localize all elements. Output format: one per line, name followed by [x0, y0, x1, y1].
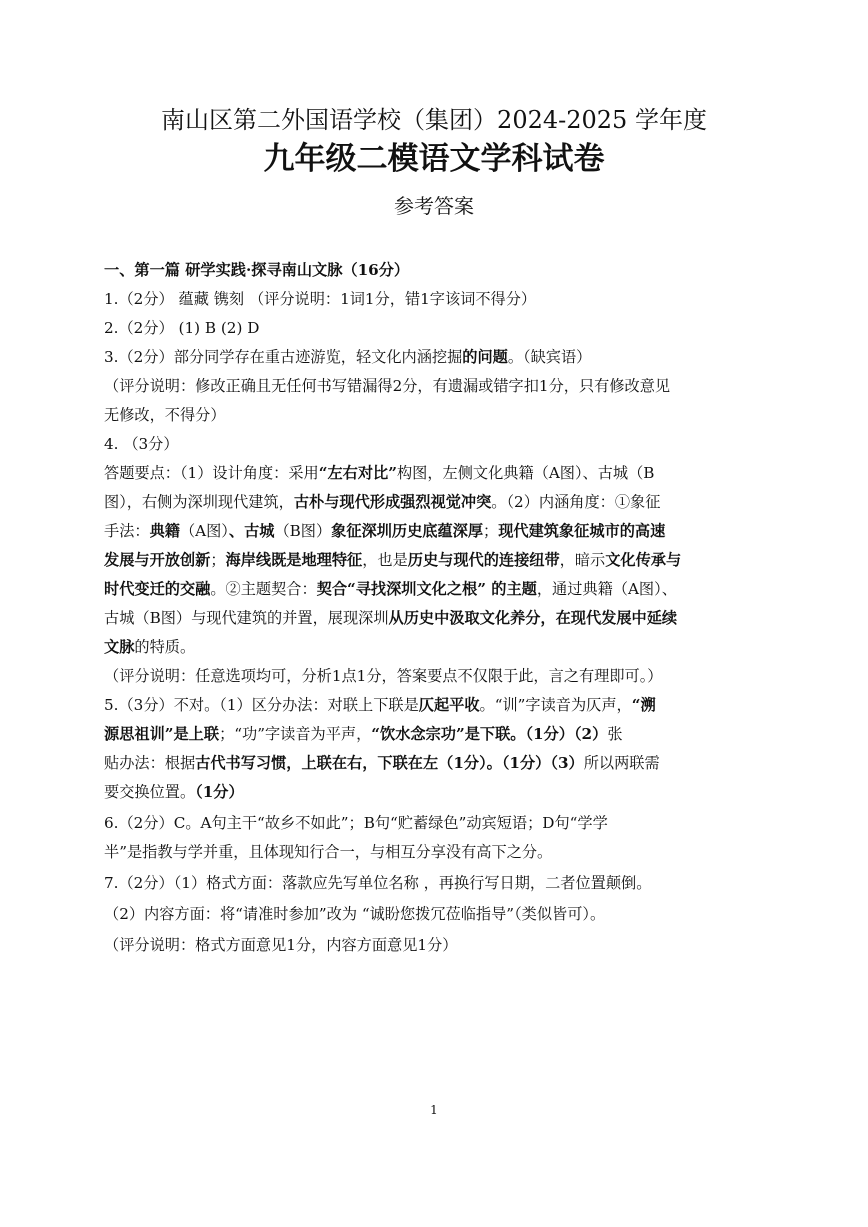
bold-run: （1分）: [195, 783, 244, 801]
answer-q4-line4: [104, 517, 776, 546]
answer-q3-note-cont: 无修改，不得分）: [104, 406, 226, 424]
text-run: ；: [483, 522, 499, 540]
bold-run: 发展与开放创新: [104, 551, 211, 569]
bold-run: 典籍: [149, 522, 180, 540]
text-run: 的特质。: [134, 638, 196, 656]
bold-run: 海岸线既是地理特征: [225, 551, 363, 569]
answer-q5-line1: [104, 691, 776, 720]
text-run: 张: [607, 725, 623, 743]
text-run: 答题要点：（1）设计角度：采用: [104, 464, 319, 482]
text-run: 古城（B图）与现代建筑的并置，展现深圳: [104, 609, 389, 627]
text-run: 手法：: [104, 522, 150, 540]
text-run: ；“功”字读音为平声，: [219, 725, 372, 743]
text-run: 构图，左侧文化典籍（A图）、古城（B: [396, 464, 655, 482]
bold-run: 、古城: [228, 522, 275, 540]
exam-title: 九年级二模语文学科试卷: [263, 141, 605, 177]
text-run: ，也是: [362, 551, 408, 569]
bold-run: 仄起平收: [418, 696, 480, 714]
text-run: 贴办法：根据: [104, 754, 196, 772]
text-run: 要交换位置。: [104, 783, 196, 801]
answer-q5-line4: [104, 778, 776, 807]
text-run: ；: [210, 551, 226, 569]
answer-q4-line7: [104, 604, 776, 633]
bold-run: 文化传承与: [605, 551, 682, 569]
bold-run: 象征深圳历史底蕴深厚: [331, 522, 484, 540]
bold-run: 从历史中汲取文化养分，在现代发展中延续: [388, 609, 678, 627]
answer-q4-line6: [104, 575, 776, 604]
text-run: 5.（3分）不对。（1）区分办法：对联上下联是: [104, 696, 419, 714]
answer-q4-line5: [104, 546, 776, 575]
answer-q7-note: （评分说明：格式方面意见1分，内容方面意见1分）: [104, 936, 458, 954]
answer-q7-line1: 7.（2分）（1）格式方面：落款应先写单位名称 ，再换行写日期，二者位置颠倒。: [104, 874, 652, 892]
text-run: （A图）: [179, 522, 229, 540]
answer-q6-line2: 半”是指教与学并重，且体现知行合一，与相互分享没有高下之分。: [104, 843, 553, 861]
answer-body: [104, 256, 776, 960]
answer-q4-note: （评分说明：任意选项均可，分析1点1分，答案要点不仅限于此，言之有理即可。）: [104, 667, 663, 685]
answer-subtitle: 参考答案: [394, 194, 474, 218]
bold-run: 古代书写习惯，上联在右，下联在左（1分）。（1分）（3）: [195, 754, 584, 772]
school-year-title: 南山区第二外国语学校（集团）2024-2025 学年度: [161, 106, 707, 134]
text-run: 。②主题契合：: [210, 580, 317, 598]
text-run: 。（缺宾语）: [507, 348, 592, 366]
bold-run: 文脉: [104, 638, 135, 656]
answer-q4-line8: [104, 633, 776, 662]
answer-q4-head: 4. （3分）: [104, 435, 179, 453]
text-run: 3.（2分）部分同学存在重古迹游览，轻文化内涵挖掘: [104, 348, 463, 366]
answer-q3-note: （评分说明：修改正确且无任何书写错漏得2分，有遗漏或错字扣1分，只有修改意见: [104, 377, 671, 395]
section-heading: 一、第一篇 研学实践·探寻南山文脉（16分）: [104, 261, 410, 279]
bold-run: 现代建筑象征城市的高速: [498, 522, 666, 540]
answer-q2: 2.（2分） (1) B (2) D: [104, 319, 260, 337]
bold-run: 时代变迁的交融: [104, 580, 211, 598]
answer-q1: 1.（2分） 蕴藏 镌刻 （评分说明：1词1分，错1字该词不得分）: [104, 290, 537, 308]
bold-run: 古朴与现代形成强烈视觉冲突: [293, 493, 492, 511]
text-run: 图），右侧为深圳现代建筑，: [104, 493, 294, 511]
text-run: 所以两联需: [583, 754, 660, 772]
page-number: 1: [430, 1103, 438, 1117]
bold-run: 历史与现代的连接纽带: [407, 551, 560, 569]
answer-q4-line3: [104, 488, 776, 517]
answer-q5-line2: [104, 720, 776, 749]
bold-run: “溯: [631, 696, 656, 714]
answer-q6-line1: 6.（2分）C。A句主干“故乡不如此”；B句“贮蓄绿色”动宾短语；D句“学学: [104, 814, 608, 832]
text-run: （B图）: [274, 522, 332, 540]
answer-q4-line2: [104, 459, 776, 488]
bold-run: “饮水念宗功”是下联。（1分）（2）: [371, 725, 608, 743]
text-run: ，暗示: [559, 551, 606, 569]
bold-run: 契合“寻找深圳文化之根” 的主题: [316, 580, 537, 598]
bold-run: “左右对比”: [318, 464, 397, 482]
text-run: 。（2）内涵角度：①象征: [491, 493, 661, 511]
text-run: ，通过典籍（A图）、: [536, 580, 677, 598]
bold-run: 源思祖训”是上联: [104, 725, 220, 743]
text-run: 。“训”字读音为仄声，: [479, 696, 632, 714]
answer-q3-line1: [104, 343, 776, 372]
answer-q7-line2: （2）内容方面：将“请准时参加”改为 “诚盼您拨冗莅临指导”（类似皆可）。: [104, 905, 606, 923]
bold-run: 的问题: [462, 348, 508, 366]
answer-q5-line3: [104, 749, 776, 778]
